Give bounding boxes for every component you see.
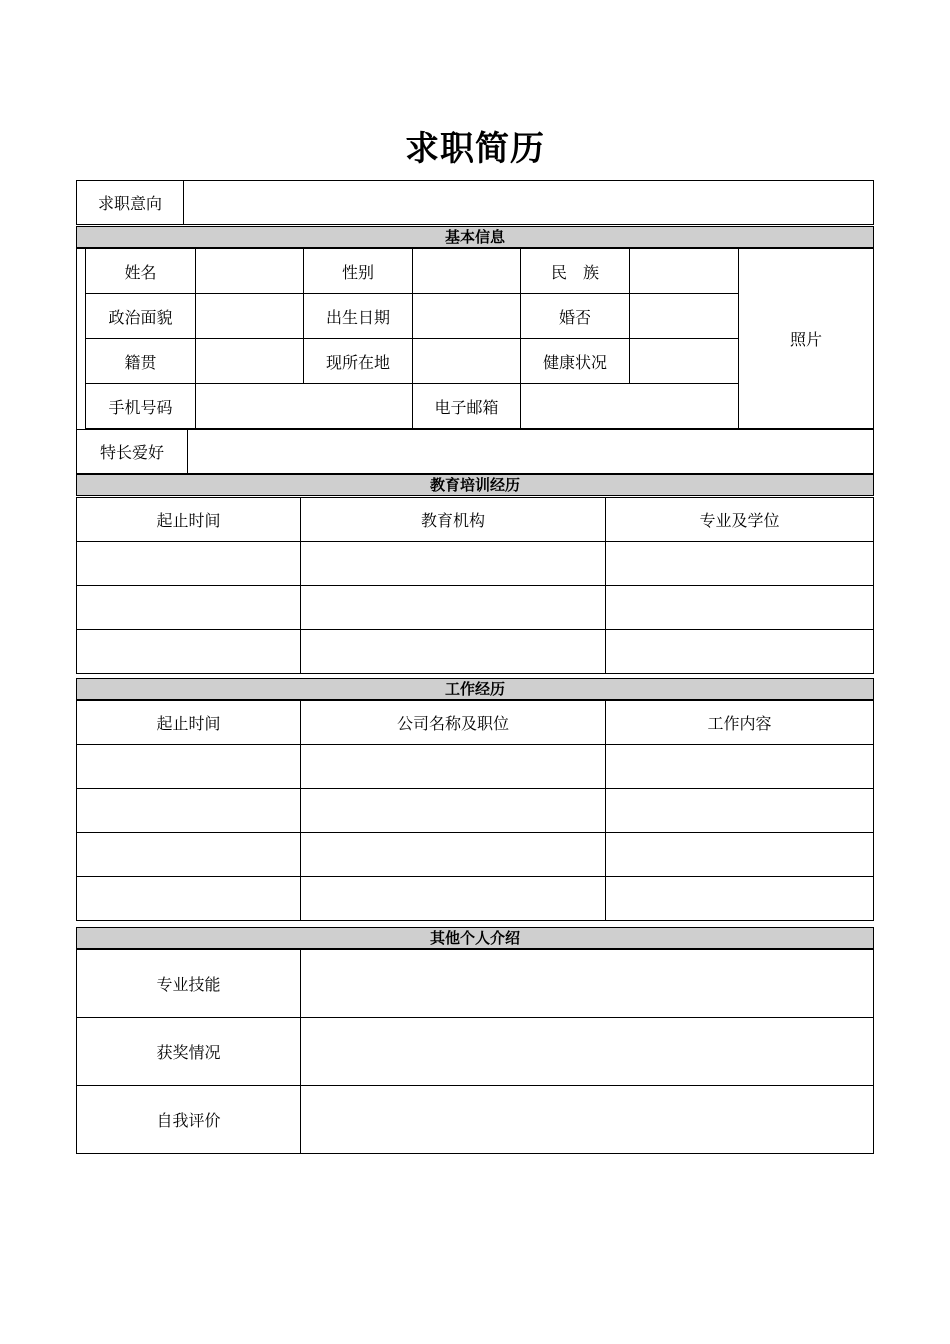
table-row xyxy=(77,833,874,877)
work-cell[interactable] xyxy=(606,877,874,921)
work-cell[interactable] xyxy=(606,789,874,833)
section-header-education: 教育培训经历 xyxy=(76,474,874,496)
work-header-company: 公司名称及职位 xyxy=(301,701,606,745)
basic-left-margin xyxy=(77,249,86,429)
table-row xyxy=(77,542,874,586)
hometown-field[interactable] xyxy=(196,339,304,384)
email-field[interactable] xyxy=(521,384,739,429)
hometown-label: 籍贯 xyxy=(86,339,196,384)
table-row xyxy=(77,789,874,833)
section-header-other: 其他个人介绍 xyxy=(76,927,874,949)
hobbies-block xyxy=(76,429,874,474)
other-table xyxy=(76,949,874,1154)
phone-label: 手机号码 xyxy=(86,384,196,429)
marital-label: 婚否 xyxy=(521,294,630,339)
education-table xyxy=(76,497,874,674)
birth-label: 出生日期 xyxy=(304,294,413,339)
edu-header-institution: 教育机构 xyxy=(301,498,606,542)
edu-cell[interactable] xyxy=(301,542,606,586)
work-cell[interactable] xyxy=(606,745,874,789)
section-header-basic: 基本信息 xyxy=(76,226,874,248)
work-table xyxy=(76,700,874,921)
self-evaluation-field[interactable] xyxy=(301,1086,874,1154)
work-cell[interactable] xyxy=(301,789,606,833)
edu-cell[interactable] xyxy=(301,630,606,674)
work-cell[interactable] xyxy=(301,745,606,789)
skills-label: 专业技能 xyxy=(77,950,301,1018)
ethnicity-field[interactable] xyxy=(630,249,739,294)
email-label: 电子邮箱 xyxy=(413,384,521,429)
work-cell[interactable] xyxy=(77,789,301,833)
work-cell[interactable] xyxy=(77,877,301,921)
health-label: 健康状况 xyxy=(521,339,630,384)
edu-cell[interactable] xyxy=(77,586,301,630)
edu-cell[interactable] xyxy=(301,586,606,630)
work-header-period: 起止时间 xyxy=(77,701,301,745)
awards-field[interactable] xyxy=(301,1018,874,1086)
name-label: 姓名 xyxy=(86,249,196,294)
edu-header-major: 专业及学位 xyxy=(606,498,874,542)
edu-cell[interactable] xyxy=(606,542,874,586)
table-row xyxy=(77,745,874,789)
table-row xyxy=(77,877,874,921)
hobbies-field[interactable] xyxy=(188,430,874,474)
edu-header-period: 起止时间 xyxy=(77,498,301,542)
edu-cell[interactable] xyxy=(77,630,301,674)
awards-label: 获奖情况 xyxy=(77,1018,301,1086)
hobbies-label: 特长爱好 xyxy=(77,430,188,474)
name-field[interactable] xyxy=(196,249,304,294)
page-title: 求职简历 xyxy=(405,129,545,169)
basic-info-block xyxy=(76,248,874,429)
phone-field[interactable] xyxy=(196,384,413,429)
work-header-content: 工作内容 xyxy=(606,701,874,745)
work-cell[interactable] xyxy=(77,745,301,789)
residence-field[interactable] xyxy=(413,339,521,384)
work-cell[interactable] xyxy=(606,833,874,877)
job-intent-block xyxy=(76,180,874,225)
table-row xyxy=(77,630,874,674)
edu-cell[interactable] xyxy=(606,586,874,630)
health-field[interactable] xyxy=(630,339,739,384)
birth-field[interactable] xyxy=(413,294,521,339)
politics-field[interactable] xyxy=(196,294,304,339)
photo-box[interactable]: 照片 xyxy=(739,249,874,429)
job-intent-label: 求职意向 xyxy=(77,181,184,225)
work-cell[interactable] xyxy=(77,833,301,877)
job-intent-field[interactable] xyxy=(184,181,874,225)
edu-cell[interactable] xyxy=(606,630,874,674)
ethnicity-label: 民 族 xyxy=(521,249,630,294)
section-header-work: 工作经历 xyxy=(76,678,874,700)
work-cell[interactable] xyxy=(301,877,606,921)
self-evaluation-label: 自我评价 xyxy=(77,1086,301,1154)
politics-label: 政治面貌 xyxy=(86,294,196,339)
gender-label: 性别 xyxy=(304,249,413,294)
residence-label: 现所在地 xyxy=(304,339,413,384)
table-row xyxy=(77,586,874,630)
marital-field[interactable] xyxy=(630,294,739,339)
edu-cell[interactable] xyxy=(77,542,301,586)
skills-field[interactable] xyxy=(301,950,874,1018)
gender-field[interactable] xyxy=(413,249,521,294)
work-cell[interactable] xyxy=(301,833,606,877)
